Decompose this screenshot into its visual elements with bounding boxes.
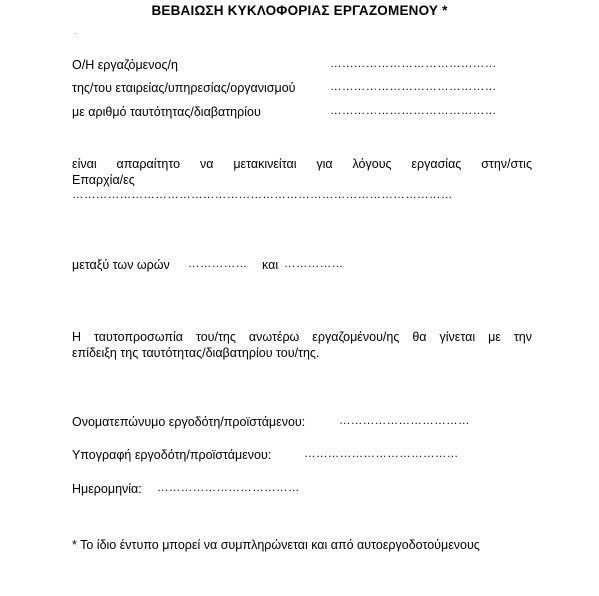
hours-and-label: και <box>262 258 279 272</box>
identity-line-2: επίδειξη της ταυτότητας/διαβατηρίου του/της. <box>72 346 320 360</box>
employee-label: Ο/Η εργαζόμενος/η <box>72 58 178 72</box>
necessity-line-1: είναι απαραίτητο να μετακινείται για λόγους εργασίας στην/στις <box>72 157 532 171</box>
company-label: της/του εταιρείας/υπηρεσίας/οργανισμού <box>72 81 296 95</box>
employee-field[interactable]: …………………………………… <box>330 58 497 70</box>
stray-mark: · <box>74 29 77 38</box>
form-title: ΒΕΒΑΙΩΣΗ ΚΥΚΛΟΦΟΡΙΑΣ ΕΡΓΑΖΟΜΕΝΟΥ * <box>151 3 448 18</box>
hours-from-field[interactable]: …………… <box>188 258 248 270</box>
employer-name-label: Ονοματεπώνυμο εργοδότη/προϊστάμενου: <box>72 415 306 429</box>
company-field[interactable]: …………………………………… <box>330 81 497 93</box>
employer-signature-label: Υπογραφή εργοδότη/προϊστάμενου: <box>72 448 272 462</box>
footnote: * Το ίδιο έντυπο μπορεί να συμπληρώνεται και από αυτοεργοδοτούμενους <box>72 538 480 552</box>
id-field[interactable]: …………………………………… <box>330 105 497 117</box>
employer-name-field[interactable]: …………………………… <box>339 415 470 427</box>
date-label: Ημερομηνία: <box>72 482 142 496</box>
employer-signature-field[interactable]: ………………………………… <box>304 448 459 460</box>
hours-label: μεταξύ των ωρών <box>72 258 170 272</box>
date-field[interactable]: ……………………………… <box>157 482 300 494</box>
province-field[interactable]: …………………………………………………………………………………… <box>72 189 453 201</box>
identity-line-1: Η ταυτοπροσωπία του/της ανωτέρω εργαζομένου/ης θα γίνεται με την <box>72 330 532 344</box>
necessity-line-2: Επαρχία/ες <box>72 173 135 187</box>
id-label: με αριθμό ταυτότητας/διαβατηρίου <box>72 105 261 119</box>
hours-to-field[interactable]: …………… <box>284 258 344 270</box>
